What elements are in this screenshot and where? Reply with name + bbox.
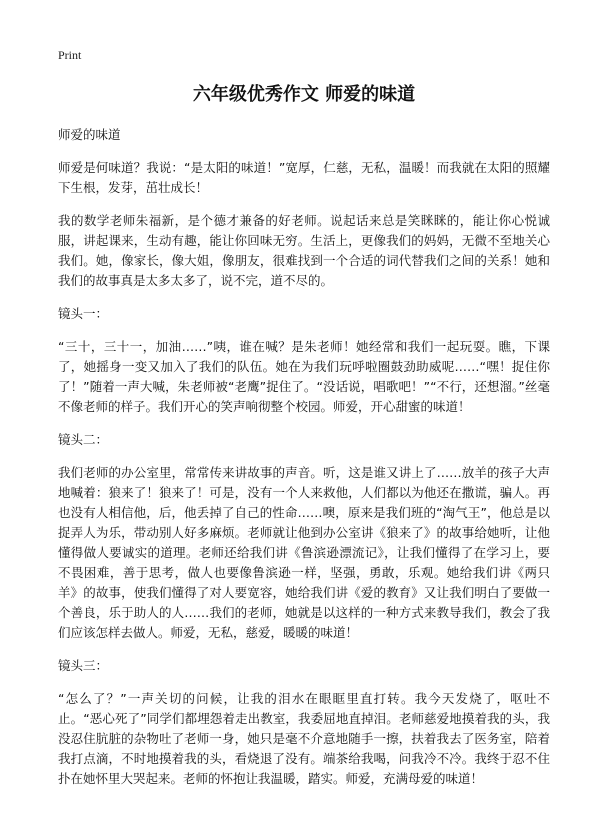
paragraph-scene-3: “怎么了？”一声关切的问候，让我的泪水在眼眶里直打转。我今天发烧了，呕吐不止。“恶心死了”同学们都埋怨着走出教室，我委屈地直掉泪。老师慈爱地摸着我的头，我没忍住肮脏的杂物吐了老师一身，她只是毫不介意地随手一擦，扶着我去了医务室，陪着我打点滴，不时地摸着我的头，看烧退了没有。端茶给我喝，问我冷不冷。我终于忍不住扑在她怀里大哭起来。老师的怀抱让我温暖，踏实。师爱，充满母爱的味道！ bbox=[58, 691, 550, 786]
paragraph-teacher: 我的数学老师朱福新，是个德才兼备的好老师。说起话来总是笑眯眯的，能让你心悦诚服，讲起课来，生动有趣，能让你回味无穷。生活上，更像我们的妈妈，无微不至地关心我们。她，像家长，像大姐，像朋友，很难找到一个合适的词代替我们之间的关系！她和我们的故事真是太多太多了，说不完，道不尽的。 bbox=[58, 213, 550, 288]
section-heading-scene-3: 镜头三： bbox=[58, 658, 109, 673]
paragraph-intro: 师爱是何味道？我说：“是太阳的味道！”宽厚，仁慈，无私，温暖！而我就在太阳的照耀下生根，发芽，茁壮成长！ bbox=[58, 160, 550, 195]
paragraph-scene-1: “三十，三十一，加油……”咦，谁在喊？是朱老师！她经常和我们一起玩耍。瞧，下课了，她摇身一变又加入了我们的队伍。她在为我们玩呼啦圈鼓劲助威呢……“嘿！捉住你了！”随着一声大喊，朱老师被“老鹰”捉住了。“没话说，唱歌吧！”“不行，还想溜。”丝毫不像老师的样子。我们开心的笑声响彻整个校园。师爱，开心甜蜜的味道！ bbox=[58, 339, 550, 414]
print-link[interactable]: Print bbox=[58, 48, 82, 62]
document-title: 六年级优秀作文 师爱的味道 bbox=[192, 84, 416, 105]
article-body bbox=[58, 125, 550, 789]
paragraph-scene-2: 我们老师的办公室里，常常传来讲故事的声音。听，这是谁又讲上了……放羊的孩子大声地喊着：狼来了！狼来了！可是，没有一个人来救他，人们都以为他还在撒谎，骗人。再也没有人相信他，后，他丢掉了自己的性命……噢，原来是我们班的“淘气王”，他总是以捉弄人为乐，带动别人好多麻烦。老师就让他到办公室讲《狼来了》的故事给她听，让他懂得做人要诚实的道理。老师还给我们讲《鲁滨逊漂流记》，让我们懂得了在学习上，要不畏困难，善于思考，做人也要像鲁滨逊一样，坚强，勇敢，乐观。她给我们讲《两只羊》的故事，使我们懂得了对人要宽容，她给我们讲《爱的教育》又让我们明白了要做一个善良，乐于助人的人……我们的老师，她就是以这样的一种方式来教导我们，教会了我们应该怎样去做人。师爱，无私，慈爱，暖暖的味道！ bbox=[58, 465, 550, 640]
section-heading-scene-1: 镜头一： bbox=[58, 306, 109, 321]
article-subtitle: 师爱的味道 bbox=[58, 127, 121, 142]
section-heading-scene-2: 镜头二： bbox=[58, 432, 109, 447]
